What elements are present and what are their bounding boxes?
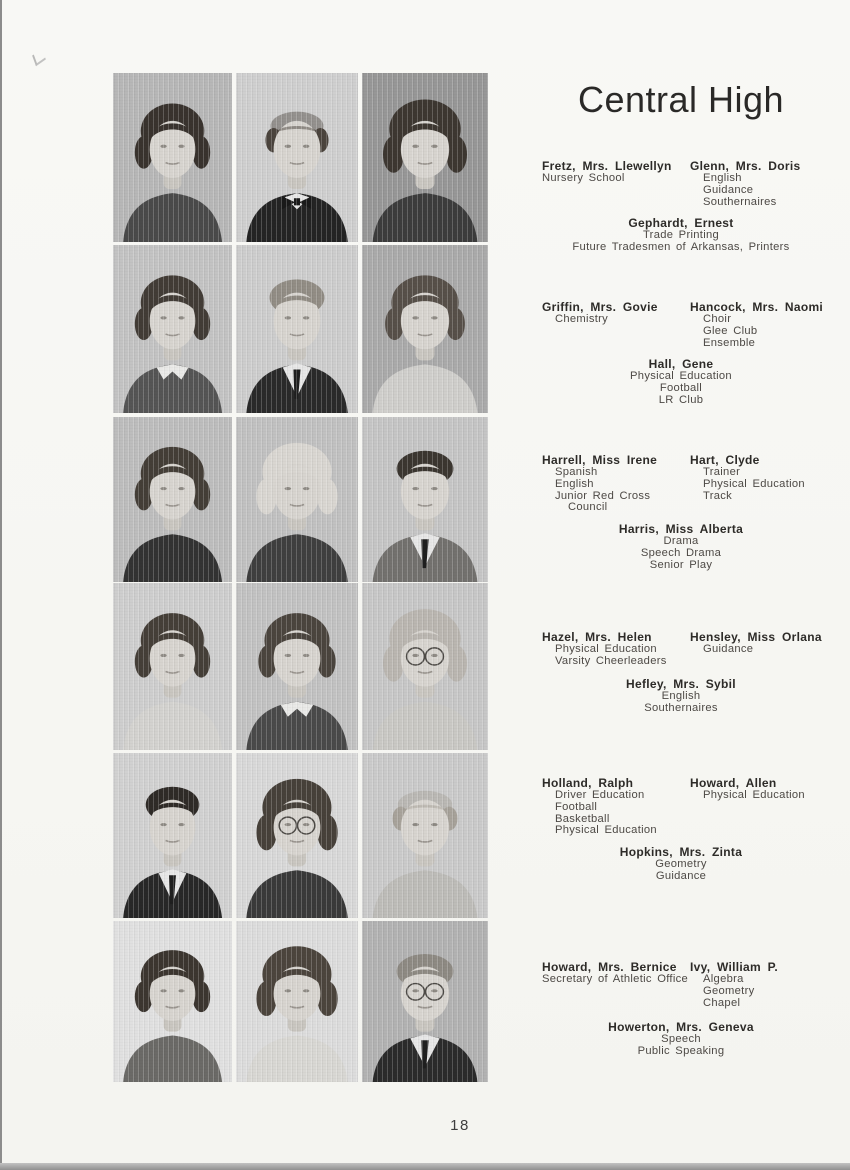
faculty-entry-pair: [530, 454, 832, 523]
portrait-photo: [362, 583, 488, 750]
faculty-entry: [530, 523, 832, 571]
portrait-photo: [362, 417, 488, 582]
faculty-detail: Physical Education: [555, 643, 657, 655]
faculty-detail: Guidance: [703, 183, 754, 196]
scan-mark: [32, 49, 46, 67]
faculty-detail: English: [555, 477, 594, 490]
faculty-detail: Future Tradesmen of Arkansas, Printers: [572, 240, 790, 253]
faculty-name: Howard, Mrs. Bernice: [542, 960, 677, 974]
faculty-detail: Secretary of Athletic Office: [542, 973, 689, 985]
faculty-section: [530, 631, 832, 715]
faculty-entry-pair: [530, 961, 832, 1021]
faculty-detail: Geometry: [703, 984, 755, 997]
portrait-photo: [236, 583, 358, 750]
faculty-section: [530, 301, 832, 406]
faculty-entry: [542, 301, 694, 326]
faculty-section: [530, 454, 832, 571]
faculty-name: Holland, Ralph: [542, 776, 634, 790]
scan-edge-left: [0, 0, 2, 1170]
faculty-detail: Nursery School: [542, 172, 625, 184]
portrait-photo: [362, 921, 488, 1082]
faculty-name: Hopkins, Mrs. Zinta: [619, 845, 743, 859]
faculty-name: Ivy, William P.: [690, 960, 778, 974]
faculty-detail: Spanish: [555, 466, 598, 478]
faculty-detail: Speech: [661, 1033, 701, 1045]
faculty-detail: Physical Education: [703, 477, 805, 490]
faculty-detail: Glee Club: [703, 324, 758, 337]
scan-edge-bottom: [0, 1163, 850, 1170]
faculty-name: Hensley, Miss Orlana: [690, 630, 822, 644]
faculty-entry: [690, 631, 832, 656]
faculty-entry: [530, 678, 832, 715]
portrait-photo: [362, 753, 488, 918]
faculty-entry: [530, 1021, 832, 1058]
faculty-entry: [530, 217, 832, 254]
faculty-detail: Trade Printing: [642, 229, 720, 241]
portrait-photo: [236, 417, 358, 582]
portrait-photo: [236, 73, 358, 242]
portrait-photo: [236, 245, 358, 413]
faculty-detail: Varsity Cheerleaders: [555, 654, 667, 667]
faculty-name: Griffin, Mrs. Govie: [542, 300, 658, 314]
faculty-detail: Choir: [703, 313, 732, 325]
faculty-detail: Southernaires: [703, 195, 777, 208]
faculty-detail: Physical Education: [630, 370, 732, 382]
faculty-detail: Guidance: [703, 643, 754, 655]
portrait-photo: [113, 73, 232, 242]
faculty-section: [530, 777, 832, 883]
faculty-name: Howard, Allen: [690, 776, 777, 790]
faculty-detail: Driver Education: [555, 789, 645, 801]
faculty-detail: Speech Drama: [640, 546, 722, 559]
faculty-detail: Chemistry: [555, 313, 609, 325]
page-title: Central High: [577, 79, 785, 120]
faculty-entry: [690, 777, 832, 802]
faculty-detail: Public Speaking: [637, 1044, 725, 1057]
page-number: 18: [450, 1117, 470, 1134]
faculty-detail: Physical Education: [555, 824, 657, 837]
faculty-entry-pair: [530, 631, 832, 678]
faculty-detail: Football: [555, 800, 598, 813]
faculty-entry: [542, 160, 694, 185]
faculty-entry: [530, 358, 832, 406]
portrait-photo: [362, 245, 488, 413]
faculty-detail: Chapel: [703, 996, 741, 1009]
faculty-name: Hall, Gene: [648, 357, 714, 371]
faculty-name: Howerton, Mrs. Geneva: [608, 1020, 754, 1034]
faculty-detail: Basketball: [555, 812, 610, 825]
faculty-detail: LR Club: [658, 393, 704, 406]
faculty-entry: [542, 777, 694, 837]
faculty-name: Harris, Miss Alberta: [618, 522, 744, 536]
faculty-name: Hazel, Mrs. Helen: [542, 630, 652, 644]
faculty-detail: English: [703, 172, 742, 184]
faculty-entry: [542, 454, 694, 514]
faculty-name: Hefley, Mrs. Sybil: [626, 677, 736, 691]
faculty-entry: [542, 631, 694, 668]
portrait-photo: [113, 417, 232, 582]
faculty-entry: [690, 301, 832, 349]
portrait-photo: [362, 73, 488, 242]
faculty-detail: Senior Play: [649, 558, 713, 571]
faculty-entry: [690, 961, 832, 1009]
faculty-name: Glenn, Mrs. Doris: [690, 159, 801, 173]
faculty-entry: [690, 454, 832, 502]
faculty-entry-pair: [530, 777, 832, 846]
faculty-name: Gephardt, Ernest: [628, 216, 734, 230]
faculty-name: Fretz, Mrs. Llewellyn: [542, 159, 672, 173]
faculty-name: Hart, Clyde: [690, 453, 760, 467]
faculty-detail: Southernaires: [644, 701, 718, 714]
faculty-detail: Geometry: [655, 858, 707, 870]
faculty-entry-pair: [530, 301, 832, 358]
faculty-detail: Junior Red Cross Council: [555, 489, 651, 514]
faculty-detail: Trainer: [703, 466, 741, 478]
faculty-detail: Algebra: [703, 973, 744, 985]
faculty-detail: Physical Education: [703, 789, 805, 801]
portrait-photo: [113, 753, 232, 918]
faculty-entry: [690, 160, 832, 208]
portrait-photo: [236, 921, 358, 1082]
faculty-detail: Football: [659, 381, 703, 394]
portrait-photo: [113, 921, 232, 1082]
faculty-detail: Drama: [663, 535, 699, 547]
faculty-name: Harrell, Miss Irene: [542, 453, 658, 467]
faculty-section: [530, 961, 832, 1058]
faculty-entry: [542, 961, 694, 986]
faculty-entry: [530, 846, 832, 883]
faculty-detail: English: [661, 690, 701, 702]
portrait-photo: [113, 245, 232, 413]
portrait-photo: [236, 753, 358, 918]
portrait-photo: [113, 583, 232, 750]
faculty-detail: Ensemble: [703, 336, 756, 349]
faculty-name: Hancock, Mrs. Naomi: [690, 300, 824, 314]
faculty-detail: Track: [703, 489, 733, 502]
faculty-detail: Guidance: [655, 869, 707, 882]
faculty-entry-pair: [530, 160, 832, 217]
faculty-section: [530, 160, 832, 254]
